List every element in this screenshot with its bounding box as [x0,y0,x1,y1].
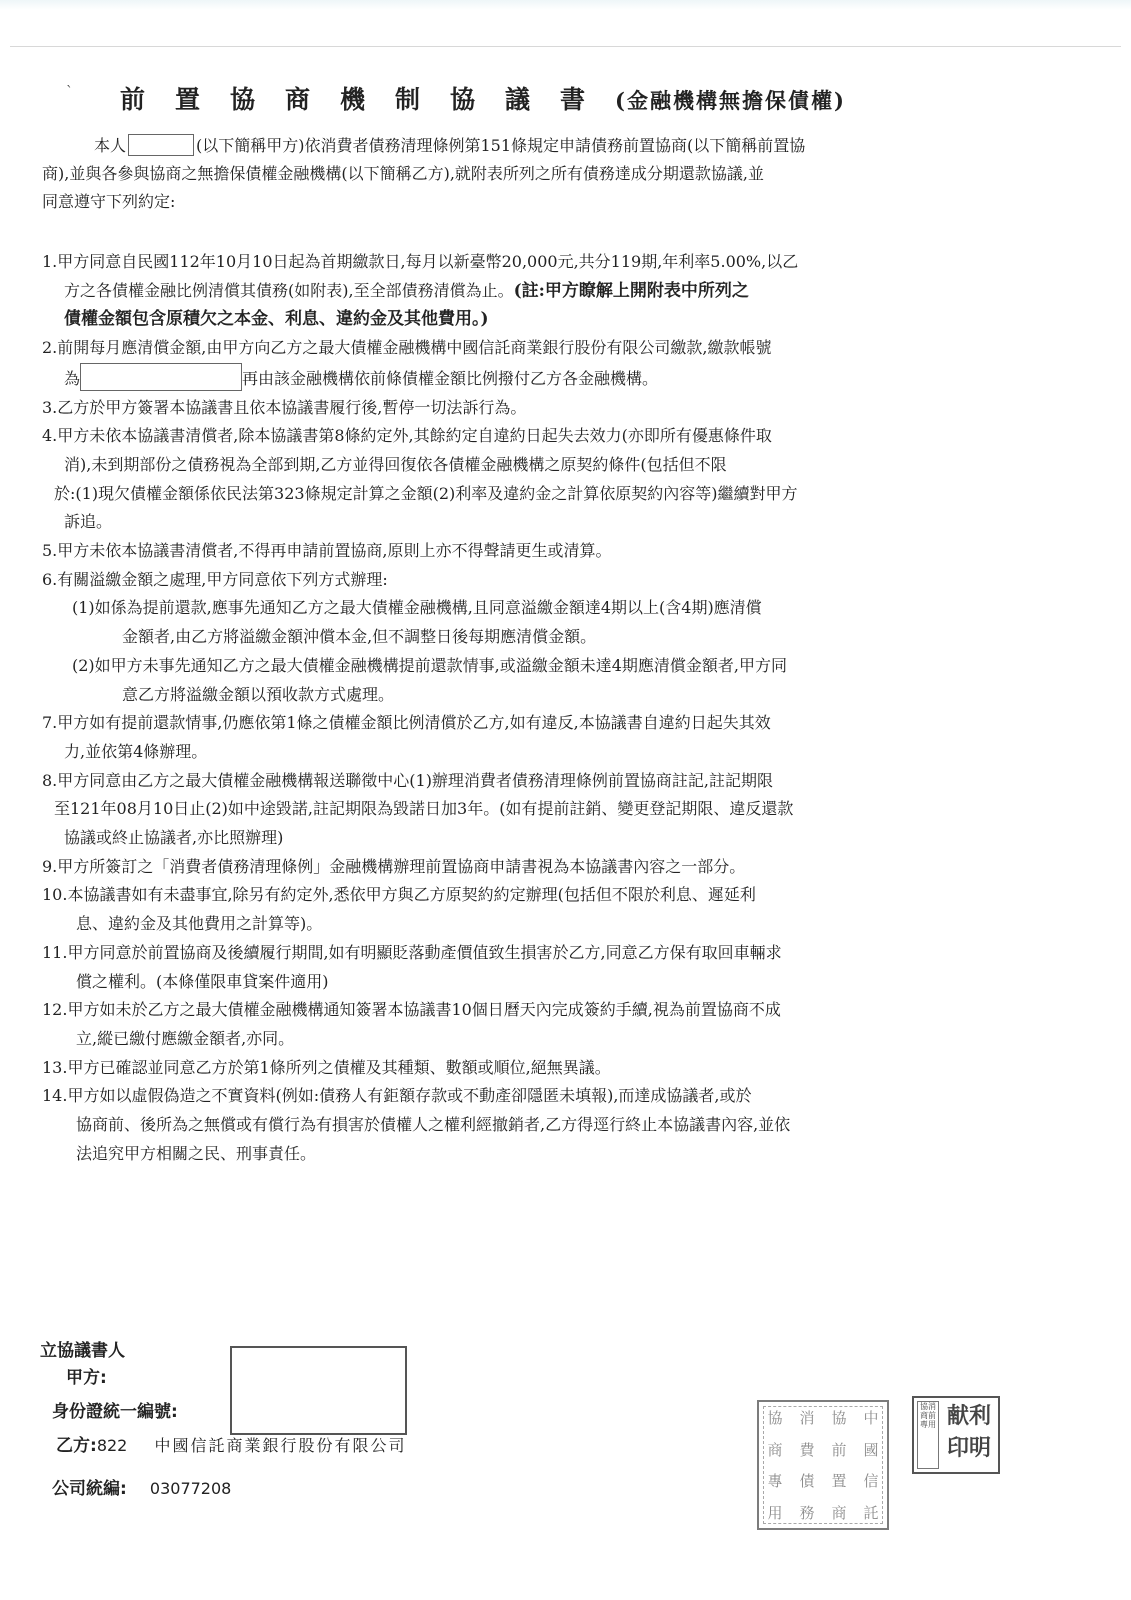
clause-8 [42,767,1042,853]
clause-5: 5.甲方未依本協議書清償者,不得再申請前置協商,原則上亦不得聲請更生或清算。 [42,541,612,561]
seal-char: 前 [831,1440,847,1459]
intro-line-1 [42,132,1052,160]
redacted-name [128,134,194,156]
party-a-label: 甲方: [66,1368,107,1388]
clause-12-line-1: 12.甲方如未於乙方之最大債權金融機構通知簽署本協議書10個日曆天內完成簽約手續,視為前置協商不成 [42,1000,781,1020]
scan-mark: ` [66,84,73,100]
signature-heading: 立協議書人 [40,1341,125,1361]
seal-char: 託 [863,1503,879,1522]
party-b-code: 822 [96,1436,128,1455]
clause-7-line-1: 7.甲方如有提前還款情事,仍應依第1條之債權金額比例清償於乙方,如有違反,本協議書自違約日起失其效 [42,713,771,733]
clause-14 [42,1082,1042,1168]
clause-6-item-1 [42,594,1042,651]
clause-4-line-1: 4.甲方未依本協議書清償者,除本協議書第8條約定外,其餘約定自違約日起失去效力(亦即所有優惠條件取 [42,426,772,446]
seal-char: 務 [799,1503,815,1522]
clause-14-line-1: 14.甲方如以虛假偽造之不實資料(例如:債務人有鉅額存款或不動產卻隱匿未填報),而達成協議者,或於 [42,1086,752,1106]
redacted-account [80,363,242,391]
seal-char: 商 [831,1503,847,1522]
clause-9: 9.甲方所簽訂之「消費者債務清理條例」金融機構辦理前置協商申請書視為本協議書內容之一部分。 [42,856,746,876]
clause-3: 3.乙方於甲方簽署本協議書且依本協議書履行後,暫停一切法訴行為。 [42,397,527,417]
seal-char: 商 [767,1440,783,1459]
clause-4-line-2: 消),未到期部份之債務視為全部到期,乙方並得回復依各債權金融機構之原契約條件(包括但不限 [64,454,727,474]
clause-1-note: (註:甲方瞭解上開附表中所列之 [513,280,749,301]
clause-8-line-3: 協議或終止協議者,亦比照辦理) [64,828,284,848]
seal-char: 中 [863,1409,879,1428]
clauses-list [42,248,1042,1169]
clause-12 [42,996,1042,1053]
seal-char: 消 [799,1409,815,1428]
clause-1-note-cont: 債權金額包含原積欠之本金、利息、違約金及其他費用。) [64,309,489,330]
seal-char: 利 [969,1403,992,1429]
party-b-label: 乙方: [56,1436,97,1456]
clause-6-2-line-1: (2)如甲方未事先通知乙方之最大債權金融機構提前還款情事,或溢繳金額未達4期應清償金額者,甲方同 [72,655,788,675]
clause-14-line-3: 法追究甲方相關之民、刑事責任。 [76,1143,317,1163]
intro-line-3: 同意遵守下列約定: [42,192,176,211]
clause-10 [42,881,1042,938]
clause-10-line-1: 10.本協議書如有未盡事宜,除另有約定外,悉依甲方與乙方原契約約定辦理(包括但不限於利息、遲延利 [42,885,756,905]
redacted-signature-box [230,1346,407,1435]
title-subtitle: (金融機構無擔保債權) [615,88,846,113]
clause-6-1-line-1: (1)如係為提前還款,應事先通知乙方之最大債權金融機構,且同意溢繳金額達4期以上(含4期)應清償 [72,598,762,618]
clause-1 [42,248,1042,334]
clause-10-line-2: 息、違約金及其他費用之計算等)。 [76,914,323,934]
clause-11-line-2: 償之權利。(本條僅限車貸案件適用) [76,971,329,991]
party-b-row [56,1431,406,1456]
clause-7-line-2: 力,並依第4條辦理。 [64,741,208,761]
seal-char: 印 [946,1435,969,1461]
company-id-label: 公司統編: [52,1479,127,1499]
clause-6 [42,566,1042,710]
page-top-edge [10,46,1121,47]
clause-8-line-1: 8.甲方同意由乙方之最大債權金融機構報送聯徵中心(1)辦理消費者債務清理條例前置協商註記,註記期限 [42,770,774,790]
clause-6-item-2 [42,652,1042,709]
clause-2 [42,334,1042,393]
clause-11 [42,939,1042,996]
seal-char: 信 [863,1472,879,1491]
intro-paragraph [42,132,1052,216]
seal-char: 協 [767,1409,783,1428]
clause-1-line-2 [42,277,1042,306]
seal-char: 用 [767,1503,783,1522]
intro-text-1: (以下簡稱甲方)依消費者債務清理條例第151條規定申請債務前置協商(以下簡稱前置協 [196,136,806,155]
title-main: 前置協商機制協議書 [120,85,616,114]
seal-char: 協 [831,1409,847,1428]
clause-12-line-2: 立,縱已繳付應繳金額者,亦同。 [76,1028,295,1048]
id-number-label: 身份證統一編號: [52,1402,178,1422]
clause-2-post: 再由該金融機構依前條債權金額比例撥付乙方各金融機構。 [242,368,659,388]
clause-11-line-1: 11.甲方同意於前置協商及後續履行期間,如有明顯貶落動產價值致生損害於乙方,同意乙方保有取回車輛求 [42,942,782,962]
scan-edge [0,0,1131,10]
party-b-name: 中國信託商業銀行股份有限公司 [154,1436,407,1455]
intro-line-2: 商),並與各參與協商之無擔保債權金融機構(以下簡稱乙方),就附表所列之所有債務達成分期還款協議,並 [42,164,764,183]
seal-small-label: 協消商前專用 [917,1401,939,1469]
seal-char: 國 [863,1440,879,1459]
clause-1-line-1: 1.甲方同意自民國112年10月10日起為首期繳款日,每月以新臺幣20,000元,共分119期,年利率5.00%,以乙 [42,252,799,271]
bank-seal-stamp [757,1400,889,1530]
seal-char: 費 [799,1440,815,1459]
clause-4-line-4: 訴追。 [64,512,113,532]
clause-4 [42,422,1042,537]
seal-char: 債 [799,1472,815,1491]
seal-char: 置 [831,1472,847,1491]
clause-4-line-3: 於:(1)現欠債權金額係依民法第323條規定計算之金額(2)利率及違約金之計算依原契約內容等)繼續對甲方 [54,483,798,503]
clause-8-line-2: 至121年08月10日止(2)如中途毀諾,註記期限為毀諾日加3年。(如有提前註銷、變更登記期限、違反還款 [54,799,794,819]
clause-2-pre: 為 [64,368,81,388]
clause-2-line-2 [42,363,1042,394]
seal-char: 明 [969,1435,992,1461]
document-title [120,80,1020,116]
clause-2-line-1: 2.前開每月應清償金額,由甲方向乙方之最大債權金融機構中國信託商業銀行股份有限公司繳款,繳款帳號 [42,338,772,358]
seal-name [942,1400,996,1468]
personal-seal-stamp [912,1396,1000,1474]
clause-13: 13.甲方已確認並同意乙方於第1條所列之債權及其種類、數額或順位,絕無異議。 [42,1057,611,1077]
bank-seal-frame [763,1406,883,1524]
seal-char: 專 [767,1472,783,1491]
clause-6-1-line-2: 金額者,由乙方將溢繳金額沖償本金,但不調整日後每期應清償金額。 [122,627,597,647]
company-id-value: 03077208 [149,1479,232,1498]
clause-14-line-2: 協商前、後所為之無償或有償行為有損害於債權人之權利經撤銷者,乙方得逕行終止本協議書內容,並依 [76,1115,791,1135]
clause-1-text: 方之各債權金融比例清償其債務(如附表),至全部債務清償為止。 [64,280,514,300]
clause-7 [42,709,1042,766]
company-id-row [52,1474,231,1499]
seal-char: 献 [946,1403,969,1429]
intro-self: 本人 [94,136,127,155]
clause-6-heading: 6.有關溢繳金額之處理,甲方同意依下列方式辦理: [42,569,388,589]
clause-6-2-line-2: 意乙方將溢繳金額以預收款方式處理。 [122,684,395,704]
